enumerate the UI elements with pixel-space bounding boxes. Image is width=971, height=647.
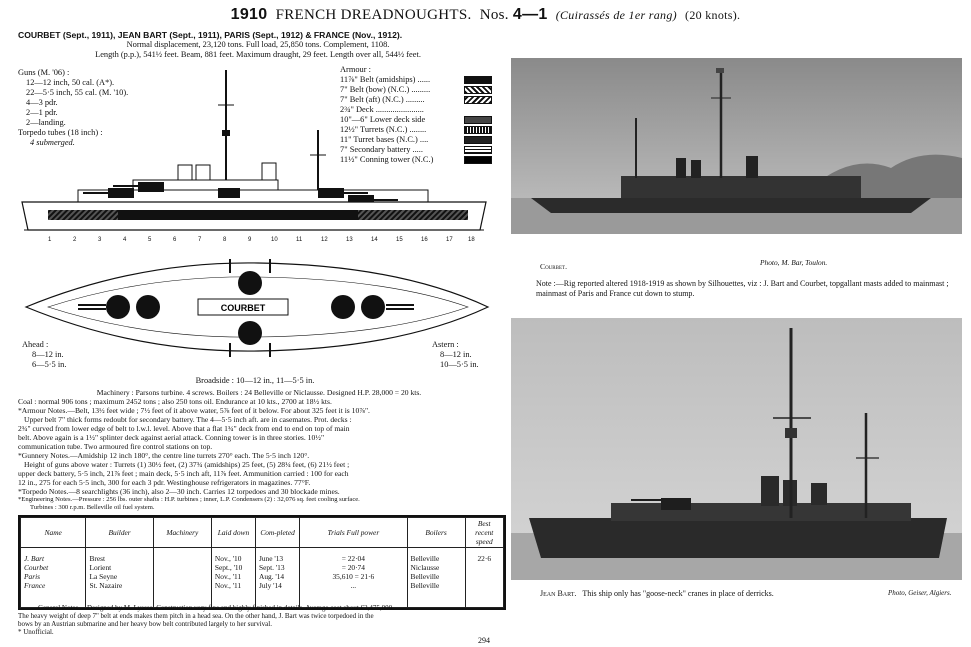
ahead-line: 6—5·5 in. bbox=[32, 360, 67, 369]
photo1-note: Note :—Rig reported altered 1918-1919 as shown by Silhouettes, viz : J. Bart and Courbet, topgallant masts added to mainmast ; mainmast of Paris and France cut down to stump. bbox=[536, 279, 949, 298]
armour-item: 7" Belt (bow) (N.C.) ......... bbox=[340, 85, 492, 95]
ships-table bbox=[20, 517, 504, 608]
svg-text:18: 18 bbox=[468, 237, 475, 243]
astern-line: 8—12 in. bbox=[440, 350, 472, 359]
notes-text bbox=[18, 388, 500, 512]
armour-item: 12½" Turrets (N.C.) ........ bbox=[340, 125, 492, 135]
svg-text:8: 8 bbox=[223, 237, 227, 243]
astern-block bbox=[432, 340, 497, 370]
photo1-credit: Photo, M. Bar, Toulon. bbox=[760, 258, 828, 267]
guns-line: 4—3 pdr. bbox=[26, 98, 58, 107]
guns-line: 22—5·5 inch, 55 cal. (M. '10). bbox=[26, 88, 129, 97]
plan-drawing bbox=[18, 255, 498, 360]
general-note-line: General Notes.—Designed by M. Lyasse. Construction very fine and highly finished in details. Average cost about £2,475,000. bbox=[38, 604, 394, 612]
svg-text:6: 6 bbox=[173, 237, 177, 243]
text-line: *Engineering Notes.—Pressure : 256 lbs. outer shafts : H.P. turbines ; inner, L.P. Condensers (2) : 32,076 sq. feet cooling surface. bbox=[18, 496, 360, 503]
guns-line: 2—1 pdr. bbox=[26, 108, 58, 117]
table-header: Laid down bbox=[211, 518, 255, 548]
svg-text:7: 7 bbox=[198, 237, 202, 243]
text-line: Turbines : 300 r.p.m. Belleville oil fuel system. bbox=[30, 504, 155, 511]
armour-item: 11⅞" Belt (amidships) ...... bbox=[340, 75, 492, 85]
header-subtitle: (Cuirassés de 1er rang) bbox=[555, 8, 677, 22]
table-header: Machinery bbox=[153, 518, 211, 548]
text-line: Height of guns above water : Turrets (1) 30½ feet, (2) 37¾ (amidships) 25 feet, (5) 28¼ feet, (6) 21½ feet ; bbox=[24, 460, 350, 469]
photo2-credit: Photo, Geiser, Algiers. bbox=[888, 589, 952, 597]
svg-text:16: 16 bbox=[421, 237, 428, 243]
svg-text:3: 3 bbox=[98, 237, 102, 243]
armour-item: 7" Belt (aft) (N.C.) ......... bbox=[340, 95, 492, 105]
text-line: belt. Above again is a 1½" splinter deck against aerial attack. Conning tower is in three stories. 10½" bbox=[18, 433, 325, 442]
table-header: Boilers bbox=[407, 518, 465, 548]
table-header: Best recent speed bbox=[465, 518, 503, 548]
header-title: FRENCH DREADNOUGHTS. bbox=[275, 7, 472, 23]
general-note-line: The heavy weight of deep 7" belt at ends makes them pitch in a head sea. On the other hand, J. Bart was twice torpedoed in the bbox=[18, 612, 374, 620]
text-line: communication tube. Two armoured fire control stations on top. bbox=[18, 442, 213, 451]
text-line: 12 in., 275 for each 5·5 inch, 300 for each 3 pdr. Westinghouse refrigerators in magazines. 77°F. bbox=[18, 478, 311, 487]
general-notes bbox=[18, 604, 504, 636]
text-line: Coal : normal 906 tons ; maximum 2452 tons ; also 250 tons oil. Endurance at 10 kts., 2700 at 18½ kts. bbox=[18, 397, 332, 406]
text-line: upper deck battery, 5·5 inch, 21⅞ feet ; main deck, 5·5 inch aft, 11⅞ feet. Ammunition carried : 100 for each bbox=[18, 469, 349, 478]
header-nos: 4—1 bbox=[512, 6, 548, 23]
header-speed: (20 knots). bbox=[685, 8, 741, 22]
ahead-block bbox=[22, 340, 82, 370]
page-number: 294 bbox=[478, 636, 490, 645]
armour-item: 11" Turret bases (N.C.) .... bbox=[340, 135, 492, 145]
svg-text:17: 17 bbox=[446, 237, 453, 243]
text-line: Upper belt 7" thick forms redoubt for secondary battery. The 4—5·5 inch aft. are in casemates. Prot. decks : bbox=[24, 415, 352, 424]
photo2-caption-name: Jean Bart. bbox=[540, 589, 577, 598]
plan-ship-name: COURBET bbox=[220, 303, 266, 313]
torpedo-value: 4 submerged. bbox=[30, 138, 75, 147]
table-header: Com-pleted bbox=[255, 518, 299, 548]
astern-line: 10—5·5 in. bbox=[440, 360, 479, 369]
armour-item: 2¾" Deck ....................... bbox=[340, 105, 424, 114]
broadside-line: Broadside : 10—12 in., 11—5·5 in. bbox=[195, 376, 315, 385]
photo2-caption bbox=[540, 589, 774, 598]
text-line: *Gunnery Notes.—Amidship 12 inch 180°, the centre line turrets 270° each. The 5·5 inch 120°. bbox=[18, 451, 310, 460]
svg-text:9: 9 bbox=[248, 237, 252, 243]
svg-text:4: 4 bbox=[123, 237, 127, 243]
page-header bbox=[0, 6, 971, 24]
photo2-caption-text: This ship only has "goose-neck" cranes in place of derricks. bbox=[582, 589, 774, 598]
ahead-line: 8—12 in. bbox=[32, 350, 64, 359]
svg-text:1: 1 bbox=[48, 237, 52, 243]
courbet-photo bbox=[511, 58, 962, 234]
table-header: Trials Full power bbox=[300, 518, 407, 548]
torpedo-title: Torpedo tubes (18 inch) : bbox=[18, 128, 103, 137]
general-note-line: * Unofficial. bbox=[18, 628, 54, 636]
ships-block bbox=[18, 30, 498, 60]
table-header: Builder bbox=[86, 518, 153, 548]
header-year: 1910 bbox=[230, 6, 268, 23]
astern-title: Astern : bbox=[432, 340, 459, 349]
dims-line-1: Normal displacement, 23,120 tons. Full load, 25,850 tons. Complement, 1108. bbox=[126, 40, 390, 49]
table-header: Name bbox=[21, 518, 86, 548]
dims-line-2: Length (p.p.), 541½ feet. Beam, 881 feet. Maximum draught, 29 feet. Length over all, 544½ feet. bbox=[95, 50, 421, 59]
text-line: 2¾" curved from lower edge of belt to l.w.l. level. Above that a flat 1¾" deck from end to end on top of main bbox=[18, 424, 350, 433]
ships-line: COURBET (Sept., 1911), JEAN BART (Sept., 1911), PARIS (Sept., 1912) & FRANCE (Nov., 1912). bbox=[18, 30, 403, 40]
svg-text:13: 13 bbox=[346, 237, 353, 243]
ahead-title: Ahead : bbox=[22, 340, 49, 349]
svg-text:11: 11 bbox=[296, 237, 303, 243]
jean-bart-photo bbox=[511, 318, 962, 580]
armour-title: Armour : bbox=[340, 65, 371, 74]
svg-text:10: 10 bbox=[271, 237, 278, 243]
profile-drawing bbox=[18, 60, 498, 250]
svg-text:5: 5 bbox=[148, 237, 152, 243]
armour-item: 7" Secondary battery ..... bbox=[340, 145, 492, 155]
guns-line: 2—landing. bbox=[26, 118, 66, 127]
ships-table-frame bbox=[18, 515, 506, 610]
text-line: *Torpedo Notes.—8 searchlights (36 inch), also 2—30 inch. Carries 12 torpedoes and 30 blockade mines. bbox=[18, 487, 340, 496]
text-line: *Armour Notes.—Belt, 13½ feet wide ; 7½ feet of it above water, 5⅞ feet of it below. For about 325 feet it is 10⅞". bbox=[18, 406, 370, 415]
table-header-row bbox=[21, 518, 504, 548]
guns-title: Guns (M. '06) : bbox=[18, 68, 70, 77]
text-line: Machinery : Parsons turbine. 4 screws. Boilers : 24 Belleville or Niclausse. Designed H.P. 28,000 = 20 kts. bbox=[96, 388, 422, 397]
table-row: J. Bart Courbet Paris France Brest Lorient La Seyne St. Nazaire Nov., '10 Sept., '10 Nov., '11 Nov., '11 June '13 Sept. '13 Aug. '14 July '14 = 22·04 = 20·74 35,610 = 21·6 ... Belleville Niclausse Belleville Belleville 22·6 bbox=[21, 548, 504, 608]
svg-text:2: 2 bbox=[73, 237, 77, 243]
photo1-caption: Courbet. bbox=[540, 262, 567, 271]
svg-text:12: 12 bbox=[321, 237, 328, 243]
guns-line: 12—12 inch, 50 cal. (A*). bbox=[26, 78, 115, 87]
header-nos-prefix: Nos. bbox=[479, 7, 509, 23]
armour-item: 11½" Conning tower (N.C.) bbox=[340, 155, 492, 165]
armour-item: 10"—6" Lower deck side bbox=[340, 115, 492, 125]
svg-text:14: 14 bbox=[371, 237, 378, 243]
general-note-line: bows by an Austrian submarine and her heavy bow belt contributed largely to her survival. bbox=[18, 620, 272, 628]
svg-text:15: 15 bbox=[396, 237, 403, 243]
